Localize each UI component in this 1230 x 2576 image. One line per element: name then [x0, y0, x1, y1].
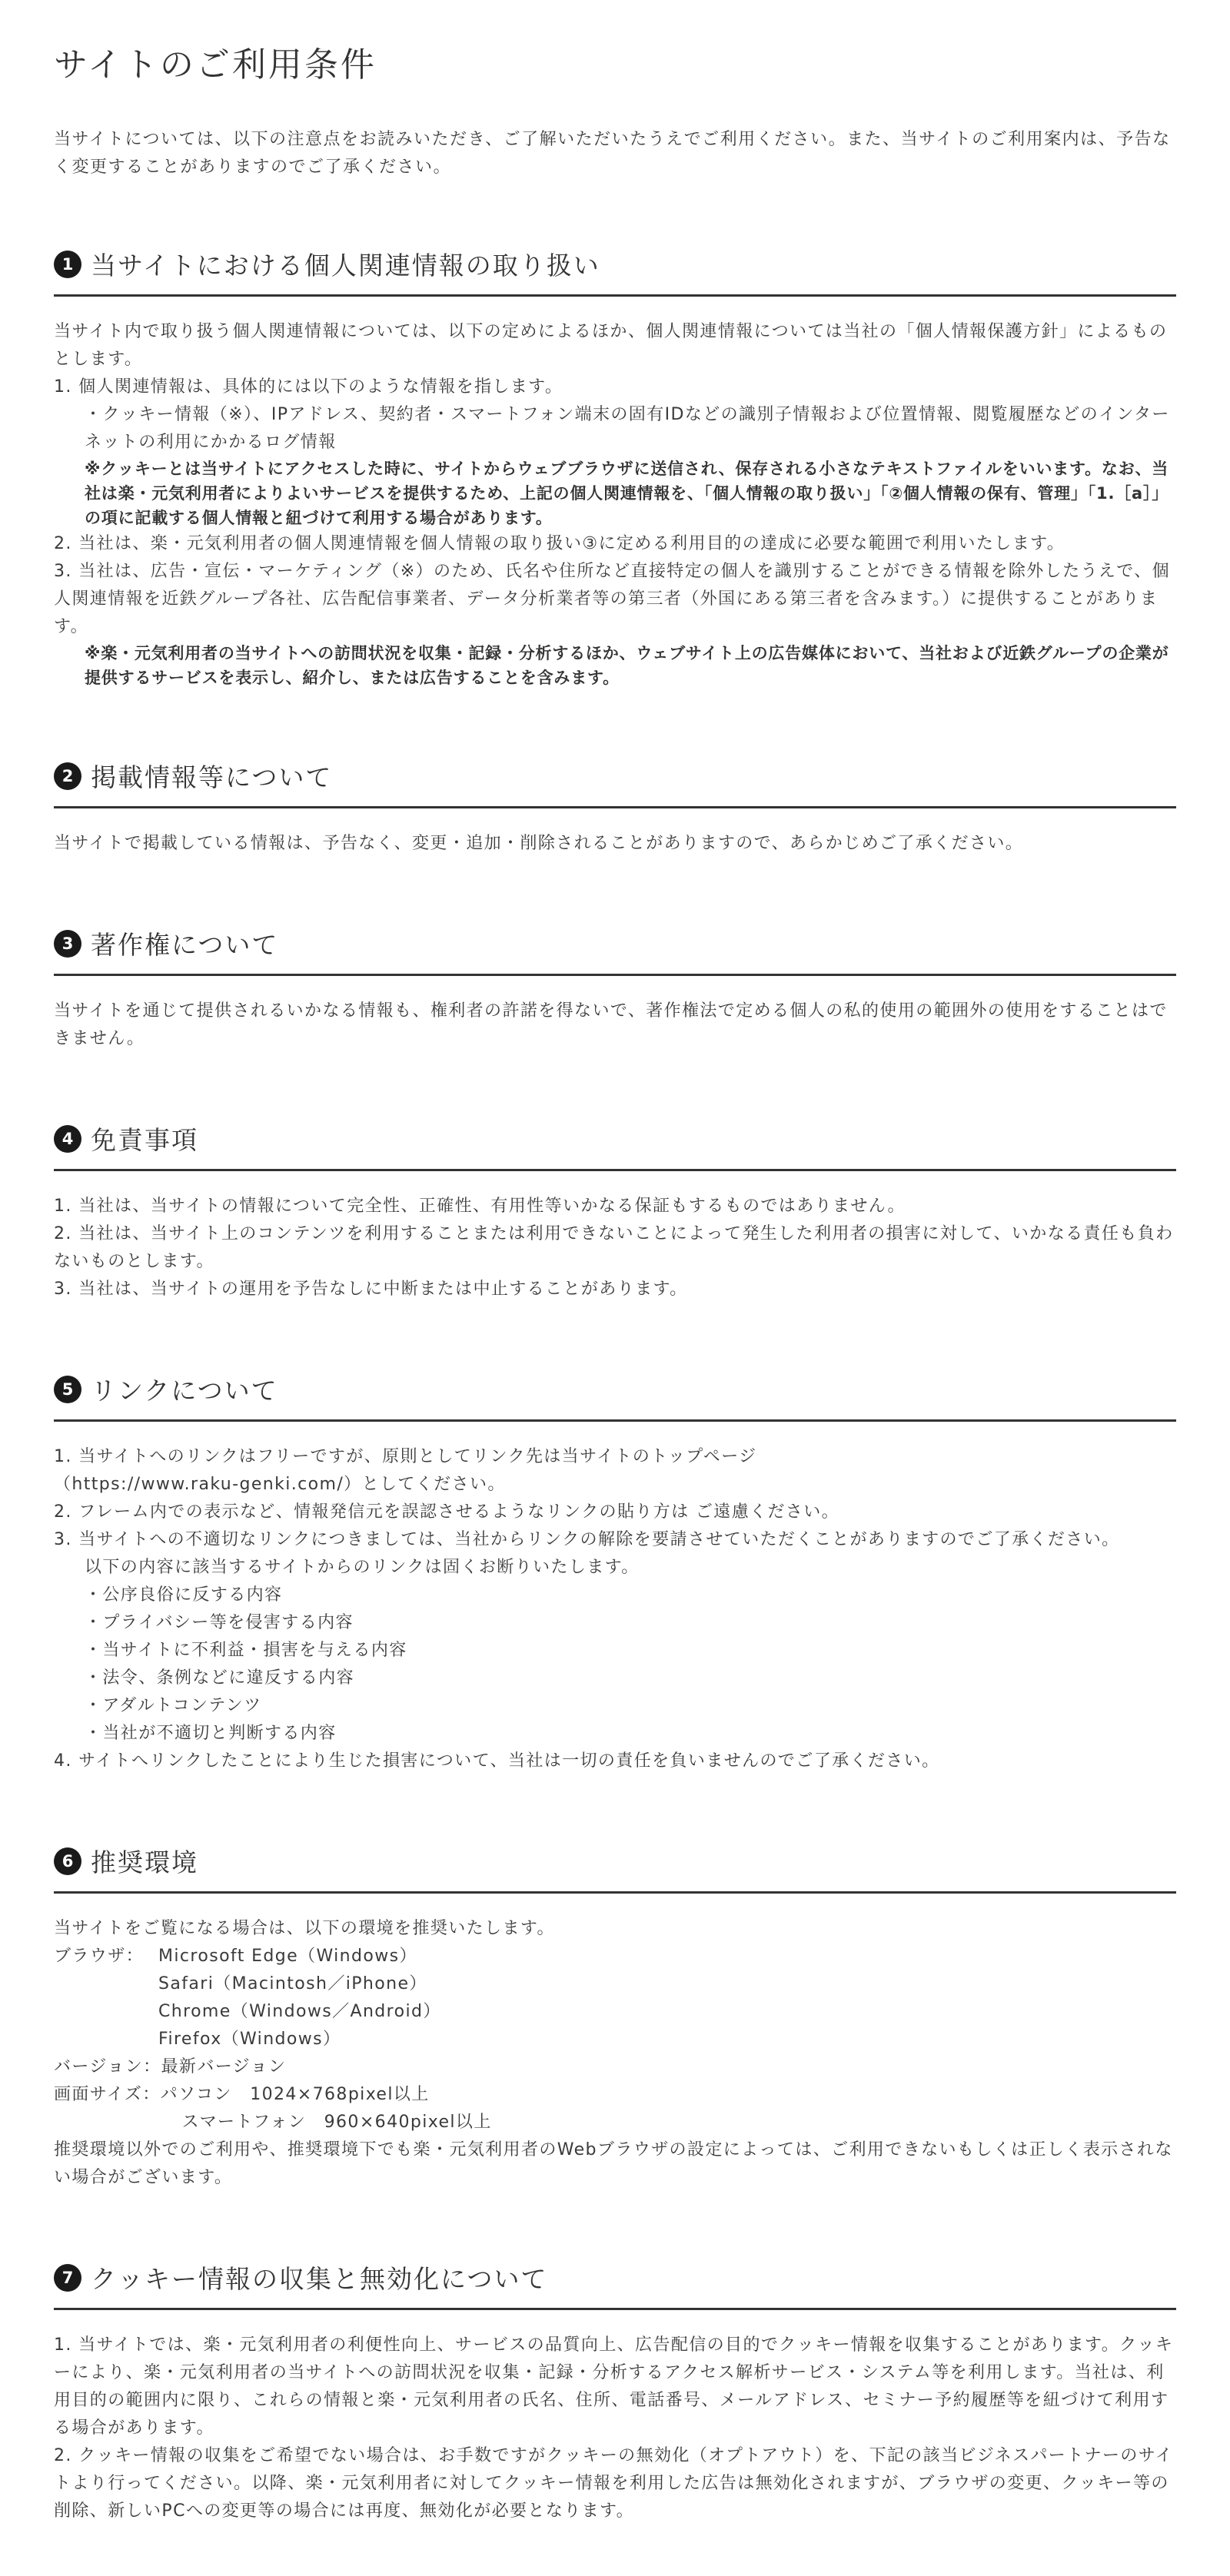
section-body: 当サイトを通じて提供されるいかなる情報も、権利者の許諾を得ないで、著作権法で定める個人の私的使用の範囲外の使用をすることはできません。 — [54, 1001, 1168, 1048]
list-item: 3. 当社は、広告・宣伝・マーケティング（※）のため、氏名や住所など直接特定の個人を識別することができる情報を除外したうえで、個人関連情報を近鉄グループ各社、広告配信事業者、データ分析業者等の第三者（外国にある第三者を含みます。）に提供することがあります。 — [54, 562, 1171, 636]
section-title: 当サイトにおける個人関連情報の取り扱い — [91, 251, 600, 281]
section-environment — [54, 1843, 1176, 2192]
section-title: 推奨環境 — [91, 1847, 198, 1877]
browser-item: Microsoft Edge（Windows） — [158, 1947, 417, 1966]
screen-size-label: 画面サイズ： — [54, 2085, 161, 2104]
list-item: 2. フレーム内での表示など、情報発信元を誤認させるようなリンクの貼り方は ご遠慮ください。 — [54, 1502, 840, 1522]
browser-label: ブラウザ： — [54, 1947, 145, 1966]
section-links — [54, 1371, 1176, 1775]
page-title: サイトのご利用条件 — [54, 45, 377, 85]
section-heading — [54, 1371, 1176, 1422]
list-item: 4. サイトへリンクしたことにより生じた損害について、当社は一切の責任を負いませんのでご了承ください。 — [54, 1751, 940, 1771]
section-number-badge: 2 — [54, 762, 81, 790]
section-number-badge: 6 — [54, 1847, 81, 1875]
screen-size-list — [161, 2081, 492, 2136]
list-item: 1. 個人関連情報は、具体的には以下のような情報を指します。 — [54, 377, 563, 397]
section-copyright — [54, 925, 1176, 1053]
prohibited-item: ・プライバシー等を侵害する内容 — [85, 1613, 354, 1632]
list-item: 1. 当社は、当サイトの情報について完全性、正確性、有用性等いかなる保証もするものではありません。 — [54, 1197, 906, 1216]
marketing-note: ※楽・元気利用者の当サイトへの訪問状況を収集・記録・分析するほか、ウェブサイト上の広告媒体において、当社および近鉄グループの企業が提供するサービスを表示し、紹介し、または広告することを含みます。 — [85, 644, 1169, 687]
browser-item: Firefox（Windows） — [158, 2030, 341, 2049]
prohibited-lead: 以下の内容に該当するサイトからのリンクは固くお断りいたします。 — [85, 1558, 640, 1577]
section-title: クッキー情報の収集と無効化について — [91, 2264, 548, 2294]
section-cookies — [54, 2259, 1176, 2525]
intro-text: 当サイトについては、以下の注意点をお読みいただき、ご了解いただいたうえでご利用ください。また、当サイトのご利用案内は、予告なく変更することがありますのでご了承ください。 — [54, 130, 1171, 177]
section-personal-info — [54, 246, 1176, 690]
cookie-note: ※クッキーとは当サイトにアクセスした時に、サイトからウェブブラウザに送信され、保存される小さなテキストファイルをいいます。なお、当社は楽・元気利用者によりよいサービスを提供するため、上記の個人関連情報を、「個人情報の取り扱い」「②個人情報の保有、管理」「1.［a］」の項に記載する個人情報と紐づけて利用する場合があります。 — [85, 460, 1169, 527]
browser-item: Safari（Macintosh／iPhone） — [158, 1974, 427, 1993]
prohibited-item: ・公序良俗に反する内容 — [85, 1585, 283, 1605]
section-title: 掲載情報等について — [91, 762, 333, 792]
section-number-badge: 5 — [54, 1376, 81, 1403]
list-item: 2. クッキー情報の収集をご希望でない場合は、お手数ですがクッキーの無効化（オプトアウト）を、下記の該当ビジネスパートナーのサイトより行ってください。以降、楽・元気利用者に対してクッキー情報を利用した広告は無効化されますが、ブラウザの変更、クッキー等の削除、新しいPCへの変更等の場合には再度、無効化が必要となります。 — [54, 2446, 1174, 2521]
section-number-badge: 4 — [54, 1125, 81, 1153]
section-lead: 当サイトをご覧になる場合は、以下の環境を推奨いたします。 — [54, 1919, 555, 1938]
prohibited-item: ・法令、条例などに違反する内容 — [85, 1668, 355, 1688]
section-heading — [54, 758, 1176, 808]
section-lead: 当サイト内で取り扱う個人関連情報については、以下の定めによるほか、個人関連情報については当社の「個人情報保護方針」によるものとします。 — [54, 322, 1168, 369]
browser-list — [158, 1943, 441, 2053]
list-item: 3. 当社は、当サイトの運用を予告なしに中断または中止することがあります。 — [54, 1280, 688, 1299]
section-body: 当サイトで掲載している情報は、予告なく、変更・追加・削除されることがありますので、あらかじめご了承ください。 — [54, 834, 1024, 853]
screen-size-smartphone: スマートフォン 960×640pixel以上 — [181, 2113, 492, 2132]
list-subitem: ・クッキー情報（※）、IPアドレス、契約者・スマートフォン端末の固有IDなどの識別子情報および位置情報、閲覧履歴などのインターネットの利用にかかるログ情報 — [85, 405, 1170, 452]
section-heading — [54, 1120, 1176, 1171]
list-item: 3. 当サイトへの不適切なリンクにつきましては、当社からリンクの解除を要請させていただくことがありますのでご了承ください。 — [54, 1530, 1120, 1549]
browser-row — [54, 1943, 1176, 2053]
version-line: バージョン：最新バージョン — [54, 2057, 287, 2076]
section-heading — [54, 246, 1176, 297]
section-disclaimer — [54, 1120, 1176, 1303]
section-title: 著作権について — [91, 930, 279, 960]
section-published-info — [54, 758, 1176, 858]
prohibited-item: ・当サイトに不利益・損害を与える内容 — [85, 1641, 407, 1660]
list-item: 1. 当サイトでは、楽・元気利用者の利便性向上、サービスの品質向上、広告配信の目的でクッキー情報を収集することがあります。クッキーにより、楽・元気利用者の当サイトへの訪問状況を収集・記録・分析するアクセス解析サービス・システム等を利用します。当社は、利用目的の範囲内に限り、これらの情報と楽・元気利用者の氏名、住所、電話番号、メールアドレス、セミナー予約履歴等を紐づけて利用する場合があります。 — [54, 2335, 1174, 2438]
screen-size-pc: パソコン 1024×768pixel以上 — [160, 2085, 430, 2104]
section-heading — [54, 2259, 1176, 2310]
prohibited-item: ・アダルトコンテンツ — [85, 1696, 262, 1715]
section-title: リンクについて — [91, 1376, 278, 1406]
list-item: 2. 当社は、楽・元気利用者の個人関連情報を個人情報の取り扱い③に定める利用目的の達成に必要な範囲で利用いたします。 — [54, 534, 1065, 553]
section-heading — [54, 1843, 1176, 1894]
section-number-badge: 7 — [54, 2264, 81, 2292]
section-title: 免責事項 — [91, 1125, 198, 1155]
section-heading — [54, 925, 1176, 976]
prohibited-item: ・当社が不適切と判断する内容 — [85, 1724, 337, 1743]
list-item: 1. 当サイトへのリンクはフリーですが、原則としてリンク先は当サイトのトップページ — [54, 1447, 757, 1466]
list-item: 2. 当社は、当サイト上のコンテンツを利用することまたは利用できないことによって発生した利用者の損害に対して、いかなる責任も負わないものとします。 — [54, 1224, 1174, 1271]
environment-note: 推奨環境以外でのご利用や、推奨環境下でも楽・元気利用者のWebブラウザの設定によっては、ご利用できないもしくは正しく表示されない場合がございます。 — [54, 2140, 1173, 2187]
browser-item: Chrome（Windows／Android） — [158, 2002, 441, 2021]
list-item-url: （https://www.raku-genki.com/）としてください。 — [54, 1475, 506, 1494]
section-number-badge: 1 — [54, 251, 81, 278]
screen-size-row — [54, 2081, 1176, 2136]
section-number-badge: 3 — [54, 930, 81, 958]
